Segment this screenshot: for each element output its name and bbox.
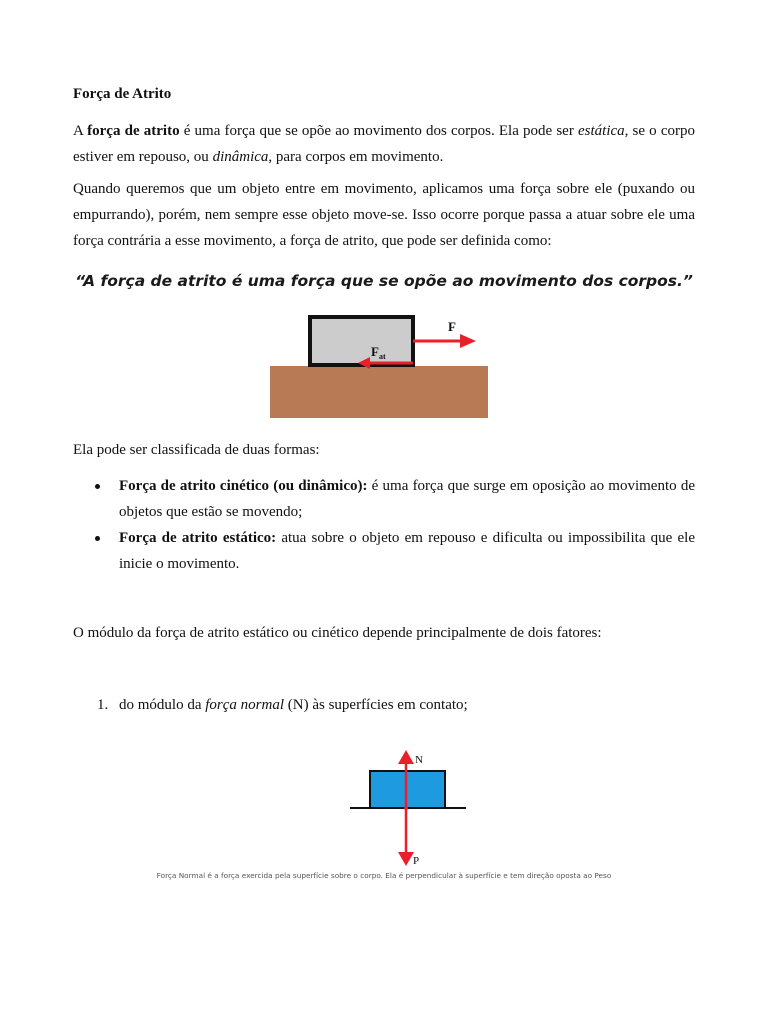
page-title: Força de Atrito [73, 86, 172, 102]
bullet-list [73, 473, 695, 577]
friction-diagram [266, 310, 496, 420]
numbered-item [97, 692, 468, 718]
bullet-text: atua sobre o objeto em repouso e dificulta ou impossibilita que ele inicie o movimento. [119, 530, 695, 572]
bullet-dot [95, 536, 100, 541]
normal-force-diagram [348, 746, 470, 870]
force-label: F [448, 319, 456, 334]
bullet-term: Força de atrito cinético (ou dinâmico): [119, 478, 368, 494]
text-run: , se o corpo estiver em repouso, ou [73, 123, 695, 165]
friction-label: $F_{at}$ [371, 344, 386, 361]
normal-arrowhead [398, 750, 414, 764]
classification-intro: Ela pode ser classificada de duas formas: [73, 442, 320, 458]
weight-label: P [413, 855, 420, 867]
text-run: , para corpos em movimento. [268, 149, 444, 165]
bullet-text: é uma força que surge em oposição ao movimento de objetos que estão se movendo; [119, 478, 695, 520]
italic-term: estática [577, 123, 625, 139]
bullet-term: Força de atrito estático: [119, 530, 277, 546]
center-point [404, 806, 408, 810]
item-number: 1. [97, 697, 109, 713]
list-item [73, 473, 695, 525]
bullet-dot [95, 484, 100, 489]
force-arrowhead [460, 334, 476, 348]
text-run: do módulo da [119, 697, 206, 713]
list-item [73, 525, 695, 577]
intro-paragraph [73, 118, 695, 170]
modulo-paragraph: O módulo da força de atrito estático ou cinético depende principalmente de dois fatores: [73, 625, 602, 641]
weight-arrowhead [398, 852, 414, 866]
bold-term: força de atrito [87, 123, 180, 139]
italic-term: dinâmica [212, 149, 269, 165]
definition-quote: “A força de atrito é uma força que se opõe ao movimento dos corpos.” [75, 272, 693, 290]
explanation-paragraph: Quando queremos que um objeto entre em movimento, aplicamos uma força sobre ele (puxando ou empurrando), porém, nem sempre esse objeto move-se. Isso ocorre porque passa a atuar sobre ele uma força contrária a esse movimento, a força de atrito, que pode ser definida como: [73, 181, 695, 249]
figure-caption: Força Normal é a força exercida pela superfície sobre o corpo. Ela é perpendicular à superfície e tem direção oposta ao Peso [156, 871, 612, 880]
text-run: A [73, 123, 88, 139]
ground [270, 366, 488, 418]
text-run: é uma força que se opõe ao movimento dos corpos. Ela pode ser [179, 123, 578, 139]
normal-label: N [415, 754, 423, 766]
block [310, 317, 413, 365]
italic-term: força normal [205, 697, 284, 713]
blue-block [370, 771, 445, 808]
text-run: (N) às superfícies em contato; [284, 697, 468, 713]
